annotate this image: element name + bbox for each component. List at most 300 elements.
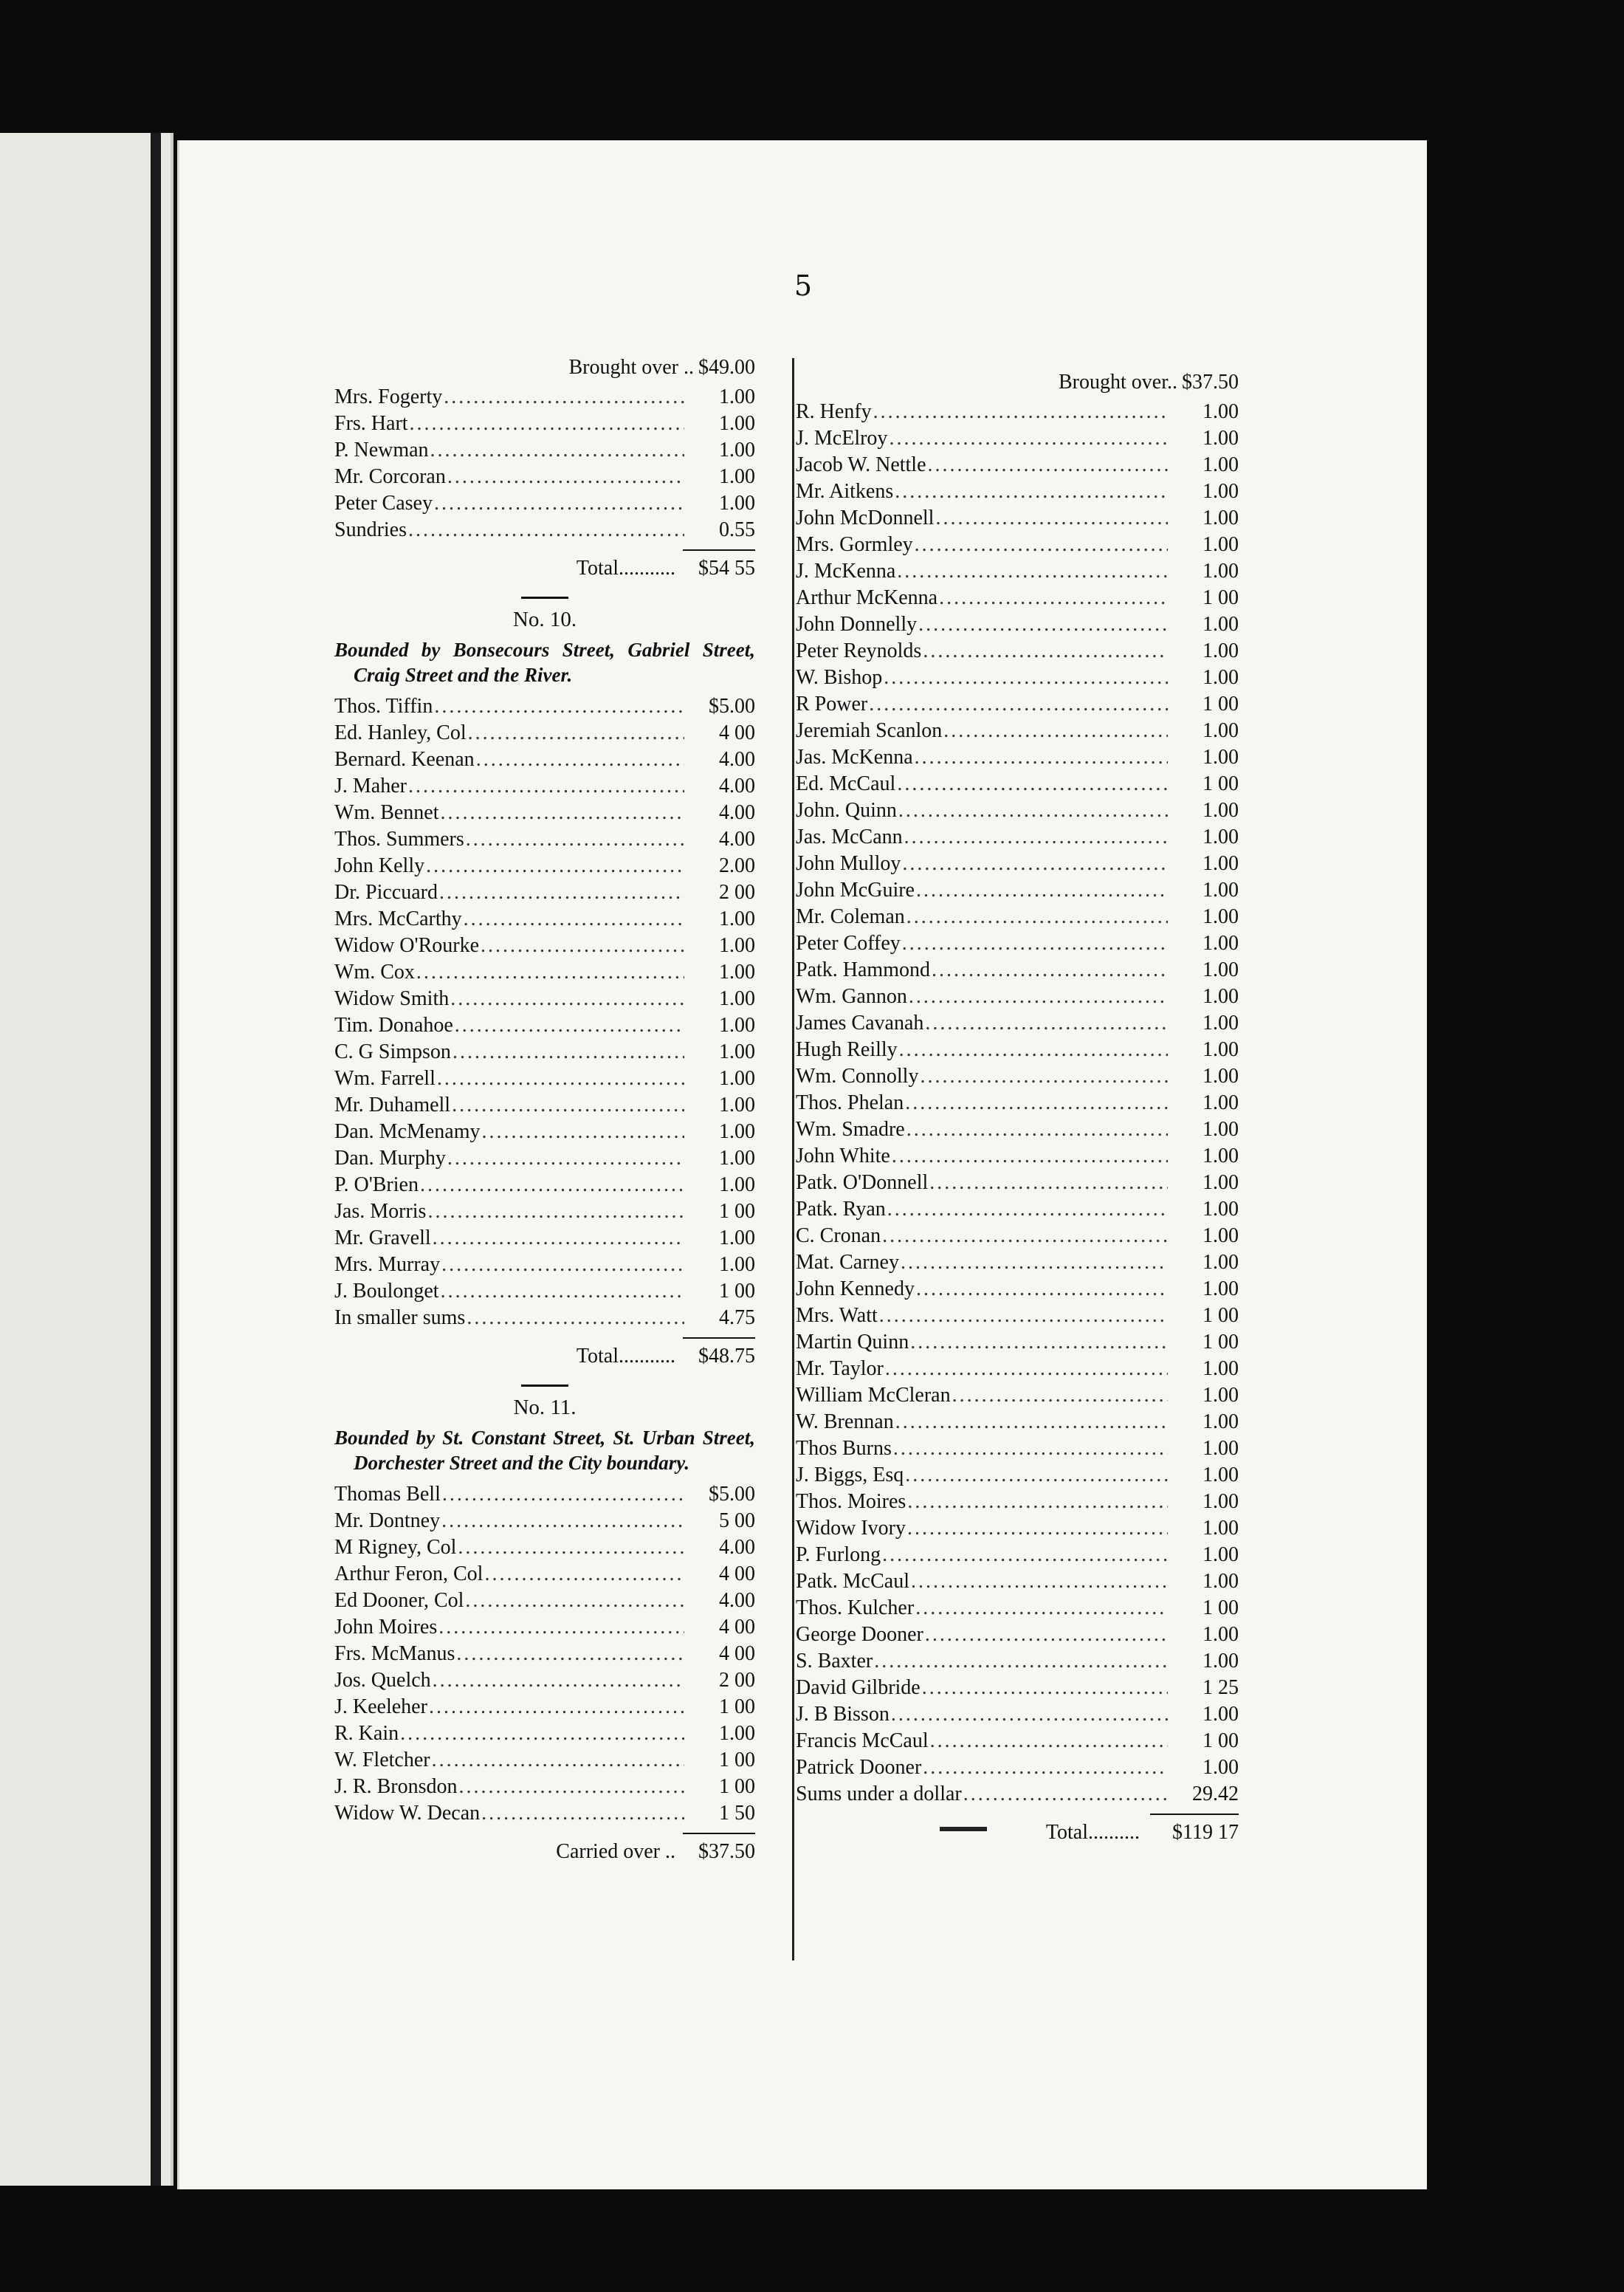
dot-leader	[427, 1694, 684, 1720]
list-item	[334, 853, 755, 879]
subscriber-name: Patk. McCaul	[796, 1570, 909, 1593]
subscription-amount: 1 00	[1202, 1729, 1239, 1752]
subscriber-name: Arthur McKenna	[796, 586, 938, 609]
brought-over-label: Brought over..	[1059, 371, 1177, 394]
dot-leader	[408, 411, 684, 437]
subscriber-name: Thos. Summers	[334, 828, 464, 851]
dot-leader	[906, 1515, 1168, 1542]
left-column	[334, 354, 755, 1870]
subscription-amount: 29.42	[1192, 1783, 1239, 1805]
total-line	[334, 555, 755, 586]
dot-leader	[893, 478, 1168, 505]
dot-leader	[881, 1223, 1168, 1249]
list-item	[334, 800, 755, 826]
dot-leader	[451, 1039, 684, 1066]
list-item	[334, 693, 755, 720]
list-item	[796, 1754, 1239, 1781]
list-item	[796, 1675, 1239, 1701]
subscription-amount: 1.00	[1202, 453, 1239, 476]
subscriber-name: Thos Burns	[796, 1437, 892, 1460]
subscriber-name: Thos. Phelan	[796, 1091, 904, 1114]
dot-leader	[450, 1092, 684, 1119]
subscriber-name: Jacob W. Nettle	[796, 453, 926, 476]
subscriber-name: J. Maher	[334, 775, 407, 797]
subscriber-name: C. G Simpson	[334, 1040, 451, 1063]
subscriber-name: Widow Ivory	[796, 1517, 906, 1540]
subscriber-name: Dr. Piccuard	[334, 881, 438, 904]
dot-leader	[436, 1066, 684, 1092]
dot-leader	[881, 1542, 1168, 1568]
list-item	[796, 1196, 1239, 1223]
list-item	[334, 1252, 755, 1278]
ink-mark	[940, 1827, 987, 1831]
dot-leader	[481, 1119, 684, 1145]
subscriber-name: Wm. Connolly	[796, 1065, 919, 1088]
subscriber-name: In smaller sums	[334, 1306, 466, 1329]
subscriber-name: P. Newman	[334, 439, 429, 462]
subscription-amount: 1.00	[719, 1226, 755, 1249]
subscriber-name: James Cavanah	[796, 1012, 924, 1035]
dot-leader	[929, 1728, 1168, 1754]
subscriber-name: Wm. Cox	[334, 961, 415, 984]
subscription-amount: 1 00	[1202, 1331, 1239, 1353]
subscription-amount: 1.00	[1202, 985, 1239, 1008]
subscription-amount: 4 00	[719, 1562, 755, 1585]
dot-leader	[407, 773, 684, 800]
subscription-amount: 5 00	[719, 1509, 755, 1532]
subscriber-name: John Kelly	[334, 854, 425, 877]
subscription-amount: 1.00	[1202, 1650, 1239, 1672]
subscription-amount: 1.00	[1202, 1756, 1239, 1779]
dot-leader	[480, 1800, 684, 1827]
carried-over-label: Carried over ..	[556, 1840, 675, 1863]
subscription-amount: 1.00	[1202, 1198, 1239, 1221]
brought-over-amount: $49.00	[698, 356, 755, 379]
dot-leader	[431, 1225, 684, 1252]
dot-leader	[918, 1063, 1168, 1090]
subscriber-name: John McDonnell	[796, 507, 935, 529]
list-item	[796, 532, 1239, 558]
subscriber-name: Thomas Bell	[334, 1483, 441, 1506]
dot-leader	[430, 1747, 684, 1774]
subscriber-name: Wm. Bennet	[334, 801, 439, 824]
list-item	[334, 1534, 755, 1561]
subscription-amount: 1.00	[719, 1094, 755, 1116]
list-item	[334, 1720, 755, 1747]
list-item	[796, 691, 1239, 718]
subscription-amount: 1.00	[719, 1120, 755, 1143]
subscriber-name: George Dooner	[796, 1623, 923, 1646]
subscriber-name: W. Brennan	[796, 1410, 894, 1433]
list-item	[796, 877, 1239, 904]
subscription-amount: 1.00	[719, 412, 755, 435]
dot-leader	[462, 906, 684, 933]
page-gutter-shadow	[151, 133, 161, 2186]
dot-leader	[426, 1198, 684, 1225]
dot-leader	[962, 1781, 1168, 1808]
subscription-amount: 4.00	[719, 801, 755, 824]
dot-leader	[475, 747, 684, 773]
subscription-amount: 1.00	[719, 907, 755, 930]
subscriber-name: J. Boulonget	[334, 1280, 439, 1303]
subscriber-name: Thos. Moires	[796, 1490, 906, 1513]
subscriber-name: Martin Quinn	[796, 1331, 909, 1353]
list-item	[334, 1508, 755, 1534]
dot-leader	[457, 1774, 684, 1800]
subscriber-name: Wm. Smadre	[796, 1118, 905, 1141]
carried-over-amount: $37.50	[698, 1840, 755, 1863]
subscription-amount: 1.00	[719, 987, 755, 1010]
dot-leader	[446, 464, 684, 490]
subscription-amount: 1.00	[1202, 1091, 1239, 1114]
dot-leader	[934, 505, 1168, 532]
list-item	[334, 437, 755, 464]
subscription-list	[334, 384, 755, 543]
list-item	[334, 411, 755, 437]
dot-leader	[433, 490, 684, 517]
subscription-amount: 1 00	[1202, 1596, 1239, 1619]
list-item	[334, 1561, 755, 1588]
subscriber-name: R Power	[796, 693, 868, 716]
subscription-amount: 1.00	[719, 1014, 755, 1037]
list-item	[796, 1170, 1239, 1196]
total-label: Total...........	[576, 1345, 675, 1368]
sum-rule	[683, 549, 755, 551]
subscriber-name: Mr. Gravell	[334, 1226, 431, 1249]
dot-leader	[407, 517, 684, 543]
subscriber-name: Patk. Hammond	[796, 958, 930, 981]
dot-leader	[886, 1196, 1168, 1223]
dot-leader	[913, 532, 1168, 558]
subscriber-name: Tim. Donahoe	[334, 1014, 453, 1037]
total-amount: $48.75	[698, 1345, 755, 1368]
subscription-amount: 0.55	[719, 518, 755, 541]
subscription-amount: 1.00	[1202, 1543, 1239, 1566]
subscription-amount: 1.00	[1202, 1065, 1239, 1088]
section-title: No. 11.	[513, 1396, 577, 1419]
subscriber-name: Thos. Tiffin	[334, 695, 433, 718]
dot-leader	[921, 1754, 1168, 1781]
subscription-amount: 1.00	[719, 961, 755, 984]
subscription-amount: 1.00	[719, 1040, 755, 1063]
subscriber-name: R. Henfy	[796, 400, 872, 423]
subscription-amount: 2.00	[719, 854, 755, 877]
list-item	[796, 744, 1239, 771]
list-item	[796, 399, 1239, 425]
subscriber-name: Jos. Quelch	[334, 1669, 431, 1692]
list-item	[334, 464, 755, 490]
dot-leader	[917, 611, 1168, 638]
right-column	[796, 369, 1239, 1846]
subscription-amount: 1.00	[1202, 1277, 1239, 1300]
subscription-amount: 1 00	[719, 1280, 755, 1303]
list-item	[796, 1781, 1239, 1808]
subscription-amount: 4.75	[719, 1306, 755, 1329]
subscription-amount: 1.00	[1202, 932, 1239, 955]
subscription-amount: 1.00	[1202, 958, 1239, 981]
list-item	[796, 851, 1239, 877]
dot-leader	[907, 984, 1168, 1010]
section-description: Bounded by Bonsecours Street, Gabriel Street, Craig Street and the River.	[334, 639, 755, 686]
subscription-amount: 1.00	[1202, 1224, 1239, 1247]
section-title: No. 10.	[512, 608, 577, 631]
dot-leader	[913, 744, 1168, 771]
dot-leader	[897, 797, 1168, 824]
subscription-amount: 4 00	[719, 1616, 755, 1639]
total-line	[334, 1343, 755, 1374]
subscription-amount: 1.00	[719, 1067, 755, 1090]
subscriber-name: W. Bishop	[796, 666, 883, 689]
subscription-amount: 1.00	[719, 465, 755, 488]
subscription-amount: 1.00	[1202, 507, 1239, 529]
list-item	[796, 1435, 1239, 1462]
list-item	[796, 1542, 1239, 1568]
list-item	[334, 1800, 755, 1827]
list-item	[334, 1119, 755, 1145]
dot-leader	[872, 399, 1168, 425]
dot-leader	[440, 1508, 684, 1534]
subscriber-name: J. R. Bronsdon	[334, 1775, 458, 1798]
subscription-amount: 1.00	[1202, 826, 1239, 848]
list-item	[334, 747, 755, 773]
list-item	[334, 1641, 755, 1667]
subscription-amount: 1.00	[1202, 1570, 1239, 1593]
subscriber-name: Ed. McCaul	[796, 772, 896, 795]
list-item	[796, 1382, 1239, 1409]
list-item	[796, 904, 1239, 930]
dot-leader	[440, 1252, 684, 1278]
list-item	[334, 720, 755, 747]
subscription-amount: 1 00	[1202, 772, 1239, 795]
dot-leader	[905, 1116, 1168, 1143]
subscription-amount: 1.00	[1202, 852, 1239, 875]
subscription-amount: 1.00	[1202, 1145, 1239, 1167]
subscriber-name: P. Furlong	[796, 1543, 881, 1566]
dot-leader	[399, 1720, 684, 1747]
dot-leader	[439, 800, 684, 826]
list-item	[796, 478, 1239, 505]
list-item	[334, 1667, 755, 1694]
dot-leader	[483, 1561, 684, 1588]
list-item	[334, 517, 755, 543]
list-item	[334, 1588, 755, 1614]
list-item	[334, 1039, 755, 1066]
dot-leader	[895, 771, 1168, 797]
subscription-amount: 1.00	[1202, 666, 1239, 689]
list-item	[796, 1223, 1239, 1249]
subscription-amount: 1 00	[719, 1749, 755, 1771]
subscriber-name: John Kennedy	[796, 1277, 915, 1300]
subscriber-name: Widow Smith	[334, 987, 450, 1010]
list-item	[796, 558, 1239, 585]
subscription-amount: 1.00	[1202, 560, 1239, 583]
list-item	[334, 879, 755, 906]
subscriber-name: Peter Reynolds	[796, 639, 922, 662]
dot-leader	[898, 1037, 1168, 1063]
dot-leader	[903, 824, 1168, 851]
list-item	[334, 1305, 755, 1331]
list-item	[796, 1622, 1239, 1648]
list-item	[796, 425, 1239, 452]
list-item	[334, 826, 755, 853]
subscriber-name: Mr. Duhamell	[334, 1094, 451, 1116]
subscriber-name: David Gilbride	[796, 1676, 921, 1699]
list-item	[796, 984, 1239, 1010]
subscriber-name: Jeremiah Scanlon	[796, 719, 943, 742]
dot-leader	[928, 1170, 1168, 1196]
subscriber-name: Peter Casey	[334, 492, 433, 515]
list-item	[796, 718, 1239, 744]
dot-leader	[467, 720, 684, 747]
list-item	[796, 1568, 1239, 1595]
dot-leader	[890, 1143, 1168, 1170]
list-item	[334, 1225, 755, 1252]
subscriber-name: Widow O'Rourke	[334, 934, 479, 957]
brought-over-line	[334, 354, 755, 384]
list-item	[334, 986, 755, 1012]
list-item	[796, 1356, 1239, 1382]
list-item	[796, 1648, 1239, 1675]
subscription-list	[334, 693, 755, 1331]
list-item	[796, 930, 1239, 957]
subscriber-name: William McCleran	[796, 1384, 951, 1407]
dot-leader	[429, 437, 684, 464]
dot-leader	[882, 665, 1168, 691]
subscriber-name: W. Fletcher	[334, 1749, 430, 1771]
total-line	[796, 1819, 1239, 1846]
list-item	[796, 1515, 1239, 1542]
total-amount: $54 55	[698, 557, 755, 580]
subscription-amount: 1.00	[1202, 1038, 1239, 1061]
subscription-amount: 2 00	[719, 1669, 755, 1692]
subscription-amount: 1.00	[1202, 1357, 1239, 1380]
dot-leader	[904, 1090, 1168, 1116]
subscriber-name: John White	[796, 1145, 890, 1167]
dot-leader	[437, 1614, 684, 1641]
subscription-amount: 4.00	[719, 1536, 755, 1559]
subscription-list	[334, 1481, 755, 1827]
subscription-amount: 1.00	[1202, 480, 1239, 503]
subscription-amount: 1.00	[1202, 905, 1239, 928]
document-page	[177, 140, 1427, 2189]
subscription-amount: 4.00	[719, 775, 755, 797]
carried-over-line	[334, 1839, 755, 1870]
subscription-amount: 1.00	[1202, 427, 1239, 450]
dot-leader	[906, 1489, 1168, 1515]
subscriber-name: Wm. Farrell	[334, 1067, 436, 1090]
subscription-amount: 1.00	[719, 1253, 755, 1276]
dot-leader	[901, 851, 1168, 877]
subscriber-name: John. Quinn	[796, 799, 897, 822]
dot-leader	[899, 1249, 1168, 1276]
subscription-amount: 1 00	[1202, 693, 1239, 716]
subscriber-name: Patk. Ryan	[796, 1198, 886, 1221]
dot-leader	[915, 877, 1168, 904]
subscription-amount: 1.00	[1202, 400, 1239, 423]
dot-leader	[905, 904, 1168, 930]
list-item	[334, 1066, 755, 1092]
subscription-amount: 4 00	[719, 1642, 755, 1665]
dot-leader	[873, 1648, 1168, 1675]
dot-leader	[438, 879, 684, 906]
list-item	[796, 1116, 1239, 1143]
dot-leader	[446, 1145, 684, 1172]
dot-leader	[449, 986, 684, 1012]
subscriber-name: Mat. Carney	[796, 1251, 899, 1274]
subscription-amount: 1 00	[1202, 1304, 1239, 1327]
list-item	[796, 1276, 1239, 1303]
list-item	[334, 1481, 755, 1508]
page-number: 5	[794, 270, 813, 302]
subscriber-name: Mrs. Gormley	[796, 533, 913, 556]
dot-leader	[431, 1667, 684, 1694]
subscription-amount: 1 00	[719, 1200, 755, 1223]
list-item	[796, 797, 1239, 824]
dot-leader	[923, 1622, 1168, 1648]
list-item	[796, 611, 1239, 638]
subscription-amount: 1.00	[719, 934, 755, 957]
subscription-amount: 1.00	[1202, 533, 1239, 556]
list-item	[334, 1012, 755, 1039]
list-item	[334, 773, 755, 800]
subscription-amount: 4.00	[719, 748, 755, 771]
subscription-amount: 4 00	[719, 721, 755, 744]
list-item	[334, 959, 755, 986]
subscriber-name: P. O'Brien	[334, 1173, 419, 1196]
list-item	[796, 1303, 1239, 1329]
subscription-amount: 1.00	[1202, 1490, 1239, 1513]
dot-leader	[923, 1010, 1168, 1037]
list-item	[796, 452, 1239, 478]
brought-over-amount: $37.50	[1182, 371, 1239, 394]
sum-rule	[683, 1833, 755, 1834]
subscriber-name: John Moires	[334, 1616, 438, 1639]
dot-leader	[465, 1305, 684, 1331]
subscription-amount: 4.00	[719, 828, 755, 851]
subscription-amount: 1.00	[719, 1147, 755, 1170]
subscription-amount: 1.00	[1202, 1384, 1239, 1407]
subscription-amount: $5.00	[709, 695, 755, 718]
subscriber-name: J. Biggs, Esq	[796, 1464, 904, 1486]
list-item	[334, 1278, 755, 1305]
dot-leader	[937, 585, 1168, 611]
subscription-amount: 1.00	[1202, 879, 1239, 902]
dot-leader	[890, 1701, 1168, 1728]
list-item	[334, 1198, 755, 1225]
dot-leader	[453, 1012, 684, 1039]
subscription-amount: 1.00	[1202, 1703, 1239, 1726]
subscriber-name: Peter Coffey	[796, 932, 901, 955]
subscription-amount: 1.00	[1202, 746, 1239, 769]
subscriber-name: Mr. Dontney	[334, 1509, 441, 1532]
section-description: Bounded by St. Constant Street, St. Urban Street, Dorchester Street and the City boundary.	[334, 1427, 755, 1474]
subscriber-name: Sundries	[334, 518, 407, 541]
list-item	[334, 1145, 755, 1172]
previous-page-edge	[0, 133, 173, 2186]
subscriber-name: Widow W. Decan	[334, 1802, 481, 1825]
dot-leader	[909, 1329, 1168, 1356]
total-label: Total...........	[576, 557, 675, 580]
subscription-amount: 1.00	[1202, 1437, 1239, 1460]
subscriber-name: Bernard. Keenan	[334, 748, 475, 771]
list-item	[796, 1409, 1239, 1435]
subscription-amount: 1.00	[1202, 1012, 1239, 1035]
subscriber-name: C. Cronan	[796, 1224, 881, 1247]
subscriber-name: J. Keeleher	[334, 1695, 427, 1718]
subscriber-name: Jas. McKenna	[796, 746, 913, 769]
list-item	[796, 585, 1239, 611]
dot-leader	[921, 638, 1168, 665]
